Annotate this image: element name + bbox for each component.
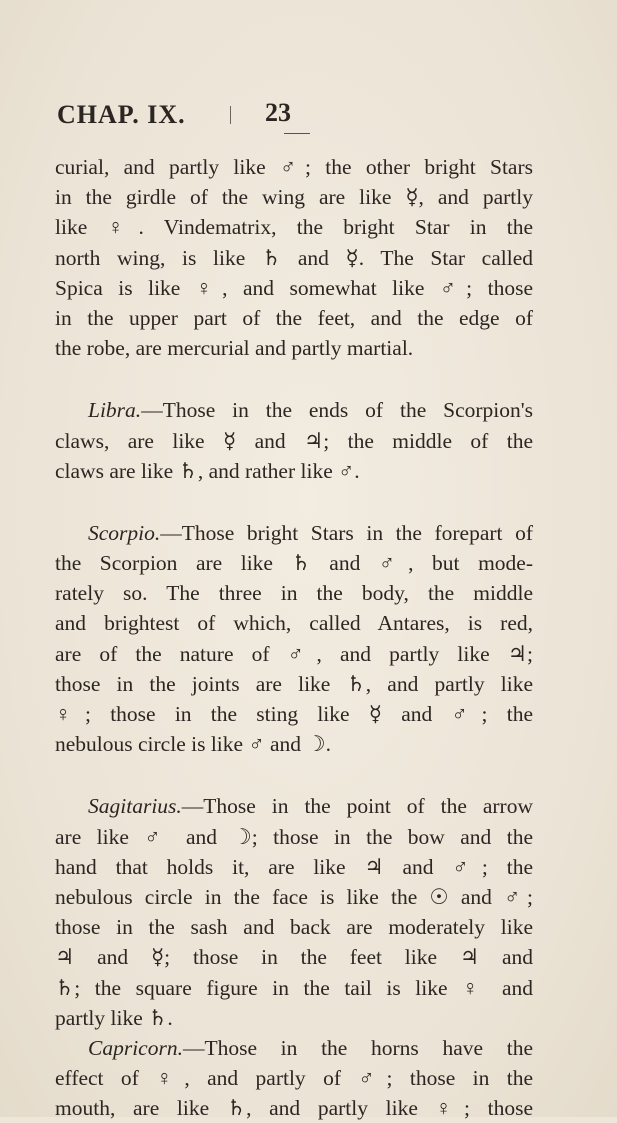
text-line: in the girdle of the wing are like ☿, and partly bbox=[55, 185, 533, 210]
page-number: 23 bbox=[265, 98, 291, 127]
text-span: —Those in the ends of the Scorpion's bbox=[141, 398, 533, 423]
text-line: those in the sash and back are moderately like bbox=[55, 915, 533, 940]
running-header bbox=[57, 98, 557, 134]
text-line: rately so. The three in the body, the middle bbox=[55, 581, 533, 606]
text-line: nebulous circle is like ♂ and ☽. bbox=[55, 732, 332, 757]
text-line: mouth, are like ♄, and partly like ♀; those bbox=[55, 1096, 533, 1121]
text-line: like ♀. Vindematrix, the bright Star in the bbox=[55, 215, 533, 240]
text-line: north wing, is like ♄ and ☿. The Star called bbox=[55, 245, 533, 270]
text-span: —Those in the point of the arrow bbox=[181, 794, 533, 819]
text-line: are like ♂ and ☽; those in the bow and the bbox=[55, 824, 533, 849]
text-line: those in the joints are like ♄, and partly like bbox=[55, 671, 533, 696]
section-heading-libra: Libra. bbox=[88, 398, 142, 423]
text-line: effect of ♀, and partly of ♂; those in the bbox=[55, 1066, 533, 1091]
gutter-mark bbox=[230, 106, 231, 124]
text-line: ♄; the square figure in the tail is like ♀ and bbox=[55, 975, 533, 1000]
text-line bbox=[55, 395, 533, 425]
text-line: hand that holds it, are like ♃ and ♂; the bbox=[55, 854, 533, 879]
header-rule bbox=[284, 133, 310, 134]
text-line: ♃ and ☿; those in the feet like ♃ and bbox=[55, 945, 533, 970]
section-heading-scorpio: Scorpio. bbox=[88, 520, 161, 545]
text-line bbox=[55, 518, 533, 548]
page-body bbox=[55, 152, 533, 1123]
paragraph-gap bbox=[55, 759, 533, 791]
text-line: in the upper part of the feet, and the edge of bbox=[55, 305, 533, 330]
section-heading-sagitarius: Sagitarius. bbox=[88, 794, 182, 819]
chapter-heading: CHAP. IX. bbox=[57, 100, 186, 129]
text-line bbox=[55, 791, 533, 821]
text-line bbox=[55, 1033, 533, 1063]
text-line: claws, are like ☿ and ♃; the middle of the bbox=[55, 428, 533, 453]
paragraph-gap bbox=[55, 363, 533, 395]
text-line: partly like ♄. bbox=[55, 1005, 173, 1030]
text-line: nebulous circle in the face is like the ☉ and ♂; bbox=[55, 884, 533, 909]
text-span: —Those in the horns have the bbox=[182, 1035, 533, 1060]
text-line: ♀; those in the sting like ☿ and ♂; the bbox=[55, 702, 533, 726]
text-line: the Scorpion are like ♄ and ♂, but mode- bbox=[55, 551, 533, 576]
section-heading-capricorn: Capricorn. bbox=[88, 1035, 183, 1060]
text-line: and brightest of which, called Antares, is red, bbox=[55, 611, 533, 636]
paragraph-gap bbox=[55, 486, 533, 518]
text-line: the robe, are mercurial and partly martial. bbox=[55, 336, 414, 361]
text-line: claws are like ♄, and rather like ♂. bbox=[55, 458, 360, 483]
text-line: curial, and partly like ♂; the other bright Stars bbox=[55, 155, 533, 179]
text-line: Spica is like ♀, and somewhat like ♂; those bbox=[55, 275, 533, 300]
text-span: —Those bright Stars in the forepart of bbox=[160, 520, 533, 545]
text-line: are of the nature of ♂, and partly like ♃; bbox=[55, 641, 533, 666]
